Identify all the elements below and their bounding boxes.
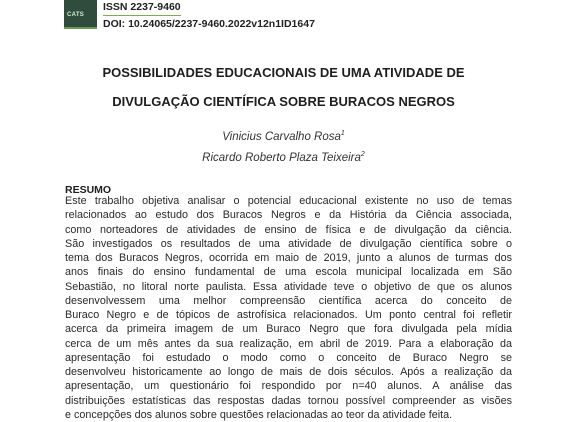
author-1-footnote-mark[interactable]: 1 (340, 130, 345, 138)
abstract-line: cerca de um mês antes da sua realização, em abril de 2019. Para a elaboração da (65, 337, 512, 350)
abstract-body (65, 194, 512, 422)
journal-logo-text: CATS (67, 12, 85, 18)
author-2-footnote-mark[interactable]: 2 (360, 151, 365, 159)
abstract-heading: RESUMO (65, 184, 112, 196)
abstract-line: como norteadores de atividades de ensino de física e de divulgação da ciência. (65, 223, 512, 236)
abstract-line: anos finais do ensino fundamental de uma escola municipal localizada em São (65, 266, 512, 279)
abstract-line: apresentação, um questionário foi respondido por n=40 alunos. A análise das (65, 380, 512, 393)
author-1-name: Vinicius Carvalho Rosa (222, 131, 341, 143)
abstract-line: acerca da primeira imagem de um Buraco Negro que fora divulgada pela mídia (65, 323, 512, 336)
abstract-line: Sebastião, no litoral norte paulista. Essa atividade teve o objetivo de que os alunos (65, 280, 512, 293)
doi-link[interactable]: DOI: 10.24065/2237-9460.2022v12n1ID1647 (103, 18, 315, 30)
abstract-line: tema dos Buracos Negros, ocorrida em maio de 2019, junto a alunos de turmas dos (65, 252, 512, 264)
abstract-line: distribuições estatísticas das respostas dadas tornou possível compreender as visões (65, 394, 512, 407)
article-title-line-1: POSSIBILIDADES EDUCACIONAIS DE UMA ATIVIDADE DE (102, 65, 465, 80)
abstract-line: desenvolvessem uma melhor compreensão científica acerca do conceito de (65, 294, 512, 307)
abstract-line: desenvolveu historicamente ao longo de mais de dois séculos. Após a realização da (65, 366, 512, 378)
abstract-line: São investigados os resultados de uma atividade de divulgação científica sobre o (65, 237, 512, 250)
abstract-line: relacionados ao estudo dos Buracos Negros e da História da Ciência associada, (65, 209, 512, 222)
abstract-line: Este trabalho objetiva analisar o potencial educacional existente no uso de temas (65, 195, 512, 207)
journal-logo (64, 0, 97, 29)
abstract-line: Buraco Negro e de tópicos de astrofísica relacionados. Um ponto central foi refletir (65, 309, 512, 321)
author-2-name: Ricardo Roberto Plaza Teixeira (202, 152, 361, 164)
article-title-line-2: DIVULGAÇÃO CIENTÍFICA SOBRE BURACOS NEGROS (112, 94, 455, 109)
issn-label: ISSN 2237-9460 (103, 1, 181, 16)
author-1 (60, 130, 507, 144)
abstract-line: apresentação foi estudado o modo como o conceito de Buraco Negro se (65, 351, 512, 364)
author-2 (60, 151, 507, 165)
abstract-line: e concepções dos alunos sobre questões relacionadas ao teor da atividade feita. (65, 408, 453, 421)
